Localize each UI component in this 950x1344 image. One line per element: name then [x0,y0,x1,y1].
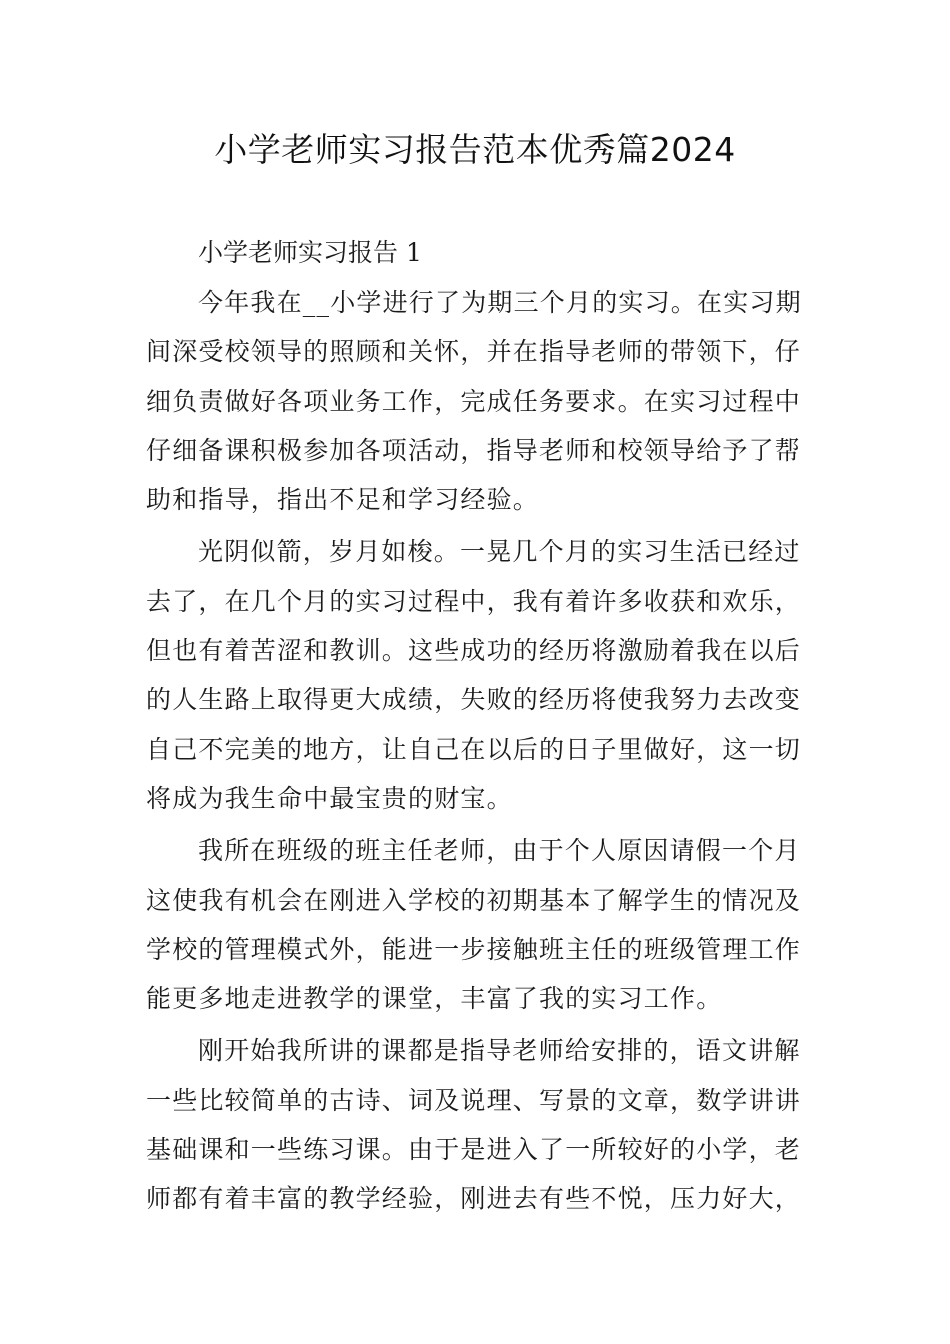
paragraph-line: 的人生路上取得更大成绩，失败的经历将使我努力去改变 [146,685,802,715]
paragraph-line: 去了，在几个月的实习过程中，我有着许多收获和欢乐， [146,586,802,616]
paragraph-line: 将成为我生命中最宝贵的财宝。 [146,783,513,813]
document-body [146,228,808,1224]
paragraph-line: 这使我有机会在刚进入学校的初期基本了解学生的情况及 [146,885,802,915]
paragraph-line: 一些比较简单的古诗、词及说理、写景的文章，数学讲讲 [146,1085,802,1115]
paragraph-line: 师都有着丰富的教学经验，刚进去有些不悦，压力好大， [146,1184,802,1214]
paragraph-line: 自己不完美的地方，让自己在以后的日子里做好，这一切 [146,734,802,764]
document-title: 小学老师实习报告范本优秀篇2024 [214,130,736,169]
paragraph-line: 今年我在__小学进行了为期三个月的实习。在实习期 [198,288,802,317]
paragraph-line: 但也有着苦涩和教训。这些成功的经历将激励着我在以后 [146,636,802,666]
paragraph-line: 我所在班级的班主任老师，由于个人原因请假一个月 [198,836,801,866]
paragraph-line: 刚开始我所讲的课都是指导老师给安排的，语文讲解 [198,1036,801,1066]
paragraph-line: 基础课和一些练习课。由于是进入了一所较好的小学，老 [146,1135,802,1165]
paragraph [146,278,808,524]
paragraph-line: 助和指导，指出不足和学习经验。 [146,485,540,515]
paragraph-line: 学校的管理模式外，能进一步接触班主任的班级管理工作 [146,934,802,964]
paragraph-line: 光阴似箭，岁月如梭。一晃几个月的实习生活已经过 [198,537,801,567]
paragraph [146,1026,808,1223]
paragraph-line: 仔细备课积极参加各项活动，指导老师和校领导给予了帮 [146,435,802,465]
paragraph-line: 能更多地走进教学的课堂，丰富了我的实习工作。 [146,984,723,1014]
paragraph-list [146,278,808,1224]
paragraph-line: 间深受校领导的照顾和关怀，并在指导老师的带领下，仔 [146,337,802,367]
section-heading: 小学老师实习报告 1 [198,238,422,267]
paragraph-line: 细负责做好各项业务工作，完成任务要求。在实习过程中 [146,386,802,416]
paragraph [146,826,808,1023]
paragraph [146,527,808,823]
